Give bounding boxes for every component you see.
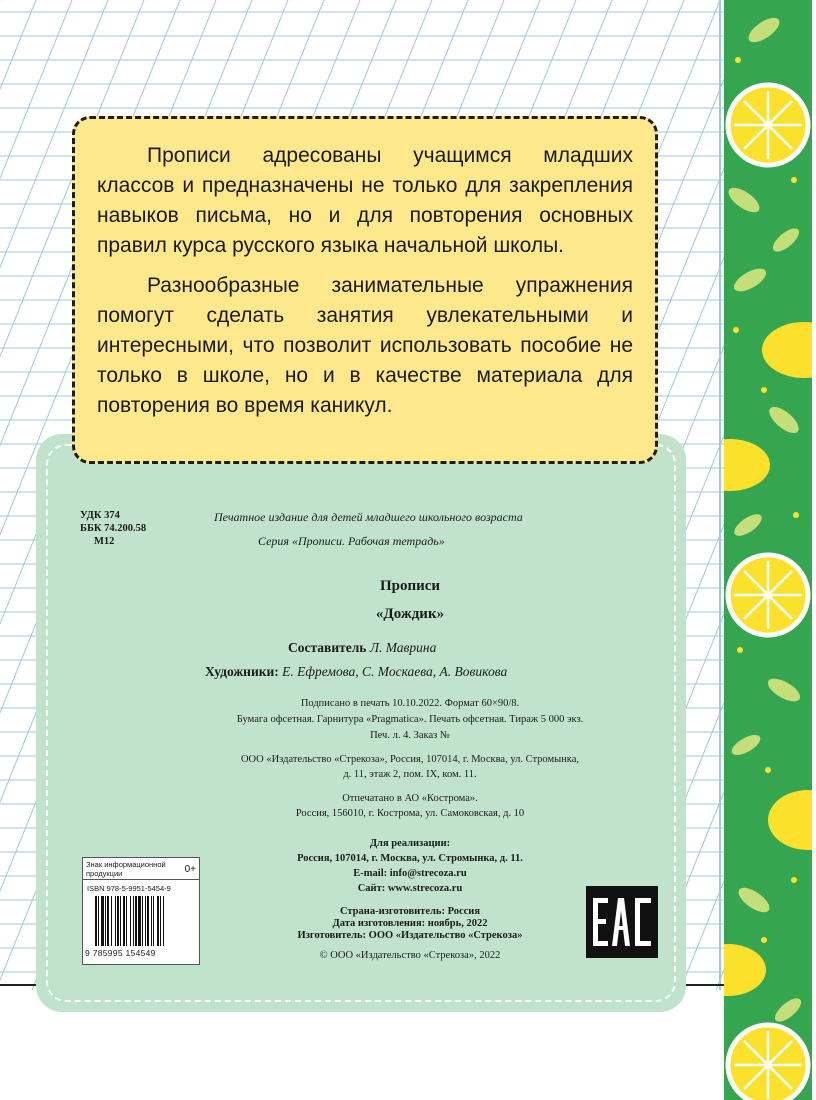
- sales-line1: Для реализации:: [369, 838, 451, 849]
- artists-line: [205, 664, 507, 680]
- eac-mark: [586, 886, 658, 958]
- intro-paragraph-1: Прописи адресованы учащимся младших классов и предназначены не только для закрепления навыков письма, но и для повторения основных правил курса русского языка начальной школы.: [97, 144, 633, 257]
- compiler-label: Составитель: [288, 640, 367, 655]
- lemon-slice-icon: [728, 555, 808, 635]
- book-title: Прописи: [379, 578, 441, 594]
- sales-line2: Россия, 107014, г. Москва, ул. Стромынка, д. 11.: [297, 853, 523, 864]
- compiler-name: Л. Маврина: [369, 640, 437, 655]
- info-product-label: Знак информационной продукции: [86, 860, 166, 878]
- publisher-line1: ООО «Издательство «Стрекоза», Россия, 107014, г. Москва, ул. Стромынка,: [240, 754, 580, 765]
- divider: [83, 879, 199, 880]
- lemon-slice-icon: [728, 1025, 808, 1100]
- origin-line1: Страна-изготовитель: Россия: [339, 906, 481, 917]
- bbk-code: ББК 74.200.58: [80, 523, 147, 534]
- lemon-pattern-strip: [724, 0, 812, 1100]
- sales-email: E-mail: info@strecoza.ru: [353, 868, 467, 879]
- lemon-slice-icon: [728, 85, 808, 165]
- audience-note: Печатное издание для детей младшего школьного возраста: [214, 510, 523, 524]
- origin-line2: Дата изготовления: ноябрь, 2022: [332, 918, 488, 929]
- udk-code: УДК 374: [80, 510, 120, 521]
- barcode: [95, 896, 193, 946]
- printed-line2: Россия, 156010, г. Кострома, ул. Самоковская, д. 10: [295, 808, 525, 819]
- copyright: © ООО «Издательство «Стрекоза», 2022: [319, 950, 501, 961]
- printed-line1: Отпечатано в АО «Кострома».: [342, 793, 478, 804]
- artists-names: Е. Ефремова, С. Москаева, А. Вовикова: [282, 664, 508, 679]
- artists-label: Художники:: [205, 664, 279, 679]
- series-name: Серия «Прописи. Рабочая тетрадь»: [258, 534, 445, 548]
- isbn-block: [82, 857, 200, 965]
- intro-box: [72, 116, 658, 464]
- sales-site: Сайт: www.strecoza.ru: [357, 883, 463, 894]
- age-rating: 0+: [184, 864, 196, 875]
- origin-line3: Изготовитель: ООО «Издательство «Стрекоза»: [297, 930, 523, 941]
- compiler-line: [288, 640, 436, 656]
- print-info-line3: Печ. л. 4. Заказ №: [370, 730, 450, 741]
- print-info-line1: Подписано в печать 10.10.2022. Формат 60×90/8.: [300, 698, 520, 709]
- isbn-number: ISBN 978-5-9951-5454-9: [87, 884, 171, 893]
- print-info-line2: Бумага офсетная. Гарнитура «Pragmatica». Печать офсетная. Тираж 5 000 экз.: [236, 714, 584, 725]
- author-mark: М12: [94, 536, 115, 547]
- barcode-digits: 9 785995 154549: [85, 948, 156, 958]
- intro-paragraph-2: Разнообразные занимательные упражнения помогут сделать занятия увлекательными и интересными, что позволит использовать пособие не только в школе, но и в качестве материала для повторения во время каникул.: [97, 274, 633, 417]
- book-subtitle: «Дождик»: [375, 606, 445, 622]
- publisher-line2: д. 11, этаж 2, пом. IX, ком. 11.: [343, 769, 477, 780]
